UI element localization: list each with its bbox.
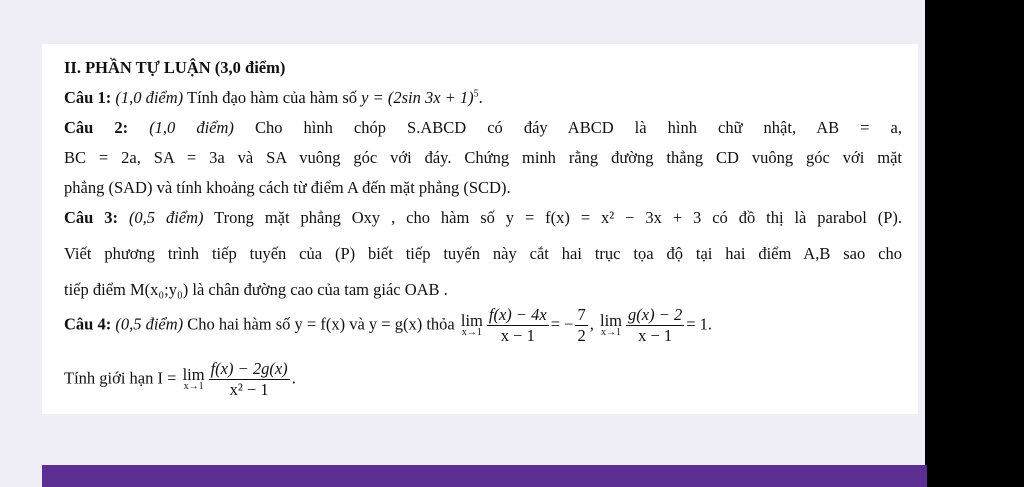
limit-2: lim x→1 [599, 310, 622, 338]
fraction-4: $\frac{f(x) - 2g(x)}{\text{x² − 1}}$ [210, 359, 288, 399]
limit-3: lim x→1 [182, 364, 205, 392]
question-4-line-2: Tính giới hạn I = lim x→1 $\frac{f(x) - 2g(x)}{\text{x² − 1}}$ . [64, 359, 296, 399]
question-3-line-1: Câu 3: (0,5 điểm) Trong mặt phẳng Oxy , cho hàm số y = f(x) = x² − 3x + 3 có đồ thị là parabol (P). [64, 208, 902, 227]
question-3-line-2: Viết phương trình tiếp tuyến của (P) biết tiếp tuyến này cắt hai trục tọa độ tại hai điểm A,B sao cho [64, 244, 902, 263]
limit-1: lim x→1 [460, 310, 483, 338]
question-2-line-3: phẳng (SAD) và tính khoảng cách từ điểm A đến mặt phẳng (SCD). [64, 178, 511, 197]
question-2-line-1: Câu 2: (1,0 điểm) Cho hình chóp S.ABCD có đáy ABCD là hình chữ nhật, AB = a, [64, 118, 902, 137]
fraction-3: $\frac{g(x) - 2}{x - 1}$ [628, 305, 683, 345]
fraction-2: $\frac{7}{2}$ [577, 305, 586, 345]
question-1: Câu 1: (1,0 điểm) Tính đạo hàm của hàm số y = (2sin 3x + 1)$^5$. [64, 88, 483, 107]
question-4-line-1: Câu 4: (0,5 điểm) Cho hai hàm số y = f(x) và y = g(x) thỏa lim x→1 $\frac{f(x) - 4x}{x - 1}$ = − $\frac{7}{2}$ , lim x→1 $\frac{g(x) - 2}{x - 1}$ = 1. [64, 305, 713, 345]
question-2-line-2: BC = 2a, SA = 3a và SA vuông góc với đáy. Chứng minh rằng đường thẳng CD vuông góc với mặt [64, 148, 902, 167]
fraction-1: $\frac{f(x) - 4x}{x - 1}$ [488, 305, 547, 345]
question-3-line-3: tiếp điểm M(x₀;y₀) là chân đường cao của tam giác OAB . [64, 280, 448, 299]
section-title: II. PHẦN TỰ LUẬN (3,0 điểm) [64, 58, 286, 77]
purple-bar [42, 465, 927, 487]
